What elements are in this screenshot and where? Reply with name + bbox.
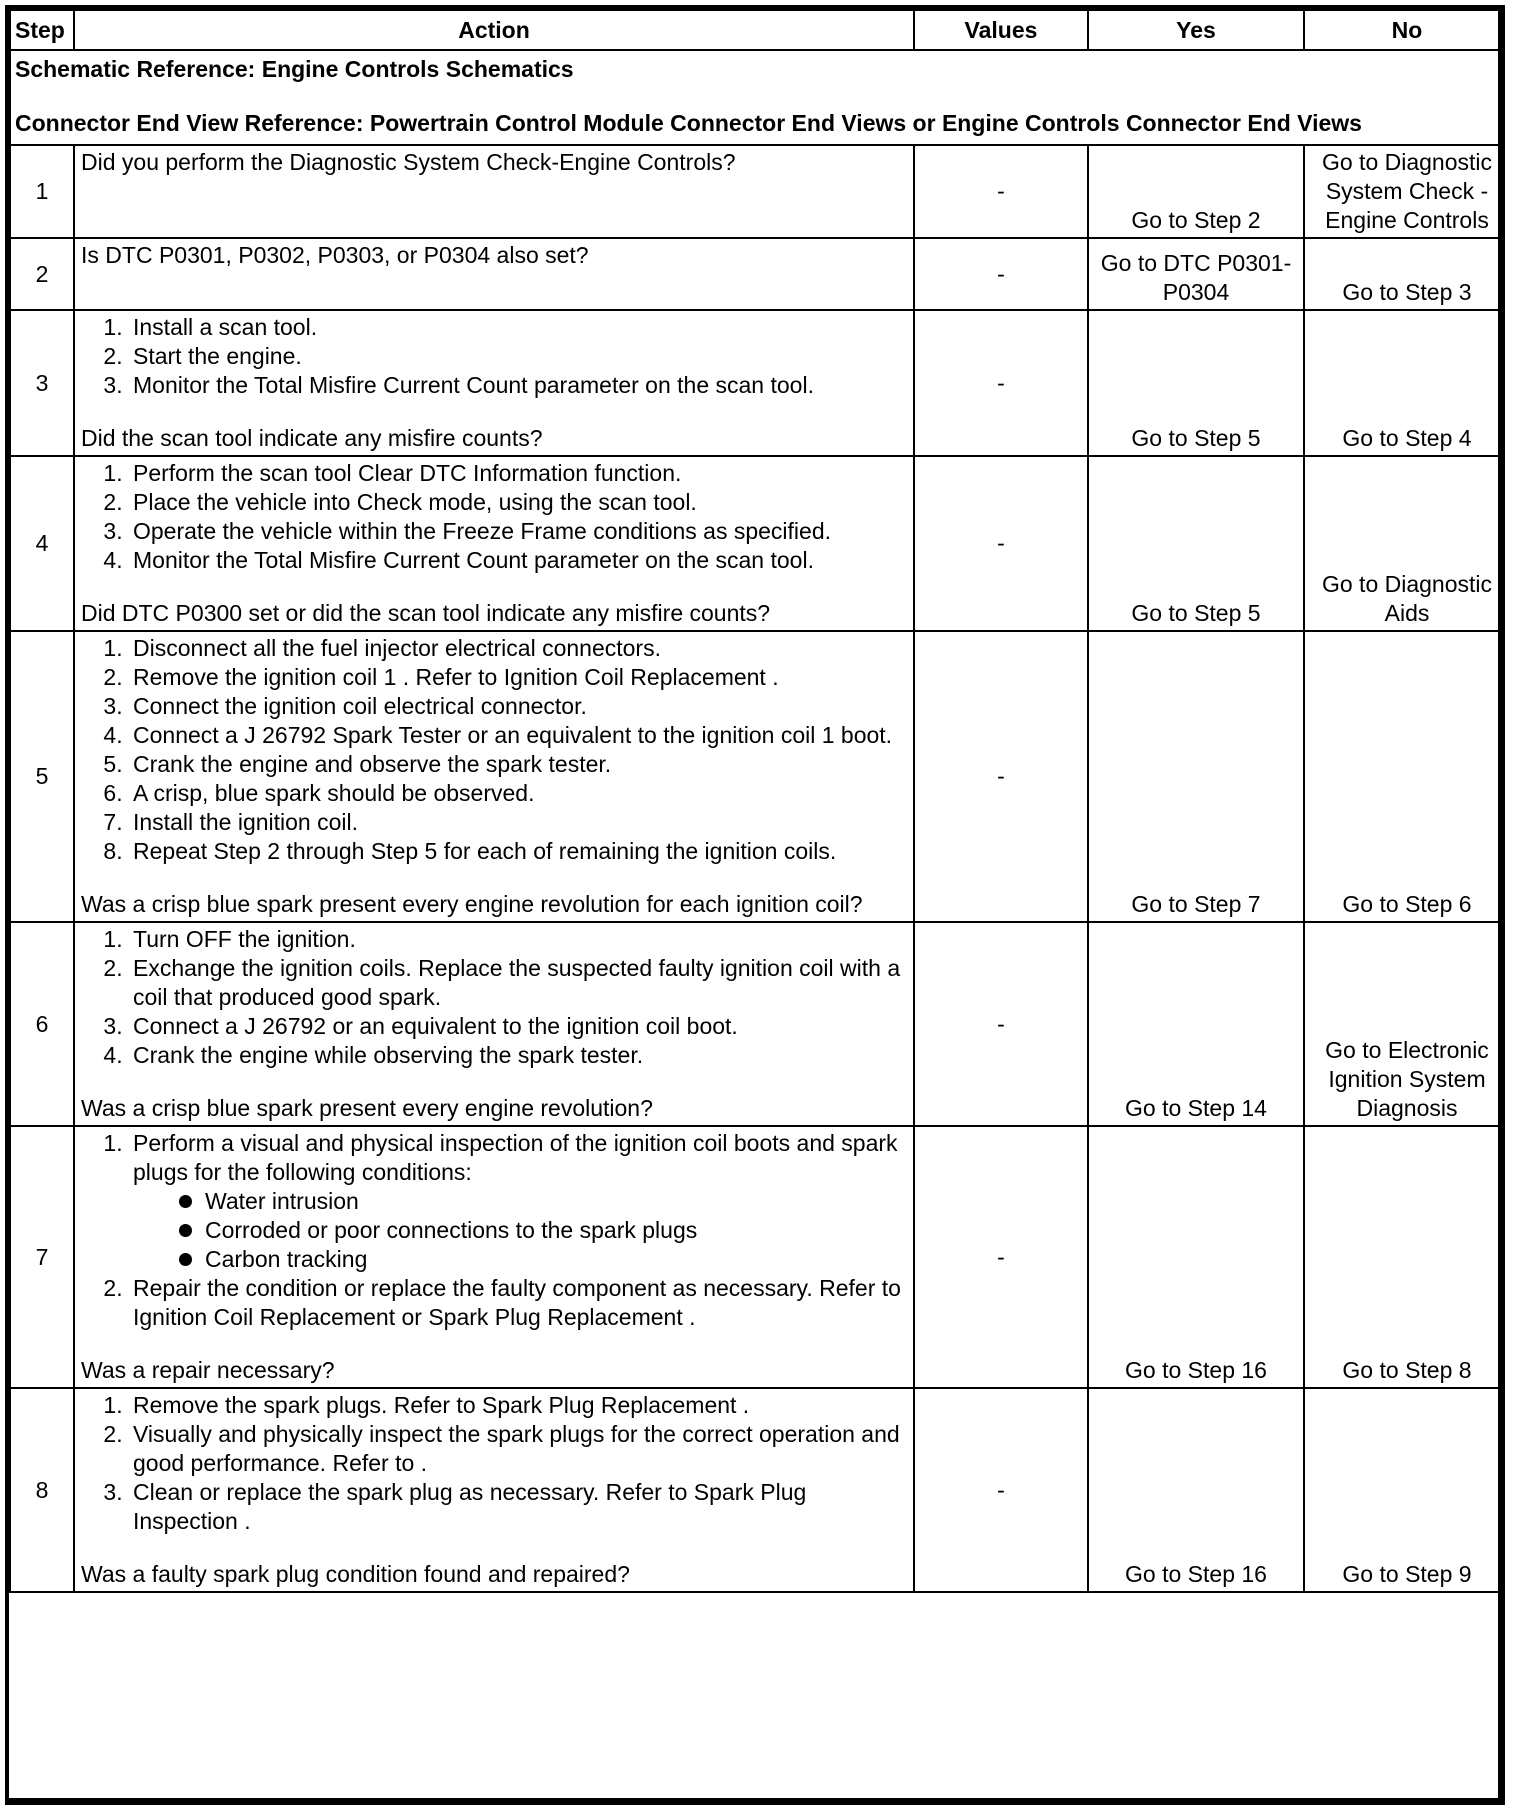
action-step: 1. Install a scan tool. [129, 313, 907, 342]
action-cell [74, 631, 914, 922]
action-step: 4. Monitor the Total Misfire Current Count parameter on the scan tool. [129, 546, 907, 575]
diagnostic-table-page [5, 5, 1505, 1805]
reference-cell [10, 50, 1505, 145]
no-cell: Go to Diagnostic Aids [1304, 456, 1505, 631]
action-question: Is DTC P0301, P0302, P0303, or P0304 also set? [81, 242, 589, 268]
header-action: Action [74, 10, 914, 50]
action-cell [74, 310, 914, 456]
action-step: 3. Monitor the Total Misfire Current Count parameter on the scan tool. [129, 371, 907, 400]
header-step: Step [10, 10, 74, 50]
table-row [10, 145, 1505, 238]
yes-cell: Go to Step 5 [1088, 310, 1304, 456]
action-steps [81, 634, 907, 866]
reference-row [10, 50, 1505, 145]
yes-cell: Go to Step 2 [1088, 145, 1304, 238]
action-question: Did the scan tool indicate any misfire counts? [81, 425, 543, 451]
action-question: Was a repair necessary? [81, 1357, 335, 1383]
no-cell: Go to Step 4 [1304, 310, 1505, 456]
action-step: 3. Clean or replace the spark plug as necessary. Refer to Spark Plug Inspection . [129, 1478, 907, 1536]
step-number: 7 [10, 1126, 74, 1388]
action-steps [81, 459, 907, 575]
condition-item: Water intrusion [177, 1187, 907, 1216]
action-step: 8. Repeat Step 2 through Step 5 for each of remaining the ignition coils. [129, 837, 907, 866]
table-row [10, 456, 1505, 631]
no-cell: Go to Step 6 [1304, 631, 1505, 922]
action-step: 1. Turn OFF the ignition. [129, 925, 907, 954]
action-step: 2. Visually and physically inspect the spark plugs for the correct operation and good performance. Refer to . [129, 1420, 907, 1478]
action-step: 4. Connect a J 26792 Spark Tester or an equivalent to the ignition coil 1 boot. [129, 721, 907, 750]
condition-list [133, 1187, 907, 1274]
action-step: 7. Install the ignition coil. [129, 808, 907, 837]
table-row [10, 310, 1505, 456]
action-step: 2. Start the engine. [129, 342, 907, 371]
action-step: 3. Connect the ignition coil electrical connector. [129, 692, 907, 721]
action-step: 5. Crank the engine and observe the spark tester. [129, 750, 907, 779]
action-steps [81, 313, 907, 400]
action-step [129, 1129, 907, 1274]
action-step: 1. Remove the spark plugs. Refer to Spark Plug Replacement . [129, 1391, 907, 1420]
values-cell: - [914, 631, 1088, 922]
step-number: 3 [10, 310, 74, 456]
header-no: No [1304, 10, 1505, 50]
action-step: 2. Place the vehicle into Check mode, using the scan tool. [129, 488, 907, 517]
no-cell: Go to Step 8 [1304, 1126, 1505, 1388]
action-question: Did you perform the Diagnostic System Check-Engine Controls? [81, 149, 736, 175]
no-cell: Go to Diagnostic System Check - Engine Controls [1304, 145, 1505, 238]
table-row [10, 631, 1505, 922]
action-cell [74, 145, 914, 238]
header-yes: Yes [1088, 10, 1304, 50]
table-row [10, 238, 1505, 310]
no-cell: Go to Step 3 [1304, 238, 1505, 310]
condition-item: Carbon tracking [177, 1245, 907, 1274]
no-cell: Go to Step 9 [1304, 1388, 1505, 1592]
yes-cell: Go to DTC P0301-P0304 [1088, 238, 1304, 310]
table-header-row [10, 10, 1505, 50]
step-number: 4 [10, 456, 74, 631]
values-cell: - [914, 145, 1088, 238]
action-steps [81, 1129, 907, 1332]
step-number: 6 [10, 922, 74, 1126]
yes-cell: Go to Step 5 [1088, 456, 1304, 631]
values-cell: - [914, 238, 1088, 310]
values-cell: - [914, 1388, 1088, 1592]
yes-cell: Go to Step 16 [1088, 1126, 1304, 1388]
yes-cell: Go to Step 14 [1088, 922, 1304, 1126]
action-question: Was a faulty spark plug condition found and repaired? [81, 1561, 630, 1587]
table-row [10, 1388, 1505, 1592]
values-cell: - [914, 310, 1088, 456]
step-number: 1 [10, 145, 74, 238]
table-row [10, 922, 1505, 1126]
action-cell [74, 1388, 914, 1592]
step-number: 8 [10, 1388, 74, 1592]
action-step: 3. Connect a J 26792 or an equivalent to the ignition coil boot. [129, 1012, 907, 1041]
action-step: 3. Operate the vehicle within the Freeze Frame conditions as specified. [129, 517, 907, 546]
step-number: 5 [10, 631, 74, 922]
action-cell [74, 922, 914, 1126]
values-cell: - [914, 1126, 1088, 1388]
action-step: 2. Remove the ignition coil 1 . Refer to Ignition Coil Replacement . [129, 663, 907, 692]
action-step: 6. A crisp, blue spark should be observed. [129, 779, 907, 808]
action-step: 1. Disconnect all the fuel injector electrical connectors. [129, 634, 907, 663]
action-cell [74, 456, 914, 631]
action-question: Was a crisp blue spark present every engine revolution for each ignition coil? [81, 891, 863, 917]
action-steps [81, 925, 907, 1070]
action-step: 2. Repair the condition or replace the faulty component as necessary. Refer to Ignition Coil Replacement or Spark Plug Replacement . [129, 1274, 907, 1332]
step-number: 2 [10, 238, 74, 310]
action-step-text: Perform a visual and physical inspection of the ignition coil boots and spark plugs for the following conditions: [133, 1130, 898, 1185]
values-cell: - [914, 922, 1088, 1126]
yes-cell: Go to Step 16 [1088, 1388, 1304, 1592]
schematic-reference: Schematic Reference: Engine Controls Schematics [15, 56, 574, 82]
diagnostic-procedure-table [9, 9, 1505, 1593]
connector-reference: Connector End View Reference: Powertrain Control Module Connector End Views or Engine Controls Connector End Views [15, 110, 1362, 136]
no-cell: Go to Electronic Ignition System Diagnosis [1304, 922, 1505, 1126]
action-question: Was a crisp blue spark present every engine revolution? [81, 1095, 653, 1121]
action-steps [81, 1391, 907, 1536]
yes-cell: Go to Step 7 [1088, 631, 1304, 922]
action-cell [74, 1126, 914, 1388]
condition-item: Corroded or poor connections to the spark plugs [177, 1216, 907, 1245]
action-step: 1. Perform the scan tool Clear DTC Information function. [129, 459, 907, 488]
action-step: 2. Exchange the ignition coils. Replace the suspected faulty ignition coil with a coil that produced good spark. [129, 954, 907, 1012]
action-cell [74, 238, 914, 310]
header-values: Values [914, 10, 1088, 50]
action-step: 4. Crank the engine while observing the spark tester. [129, 1041, 907, 1070]
action-question: Did DTC P0300 set or did the scan tool indicate any misfire counts? [81, 600, 771, 626]
table-row [10, 1126, 1505, 1388]
values-cell: - [914, 456, 1088, 631]
